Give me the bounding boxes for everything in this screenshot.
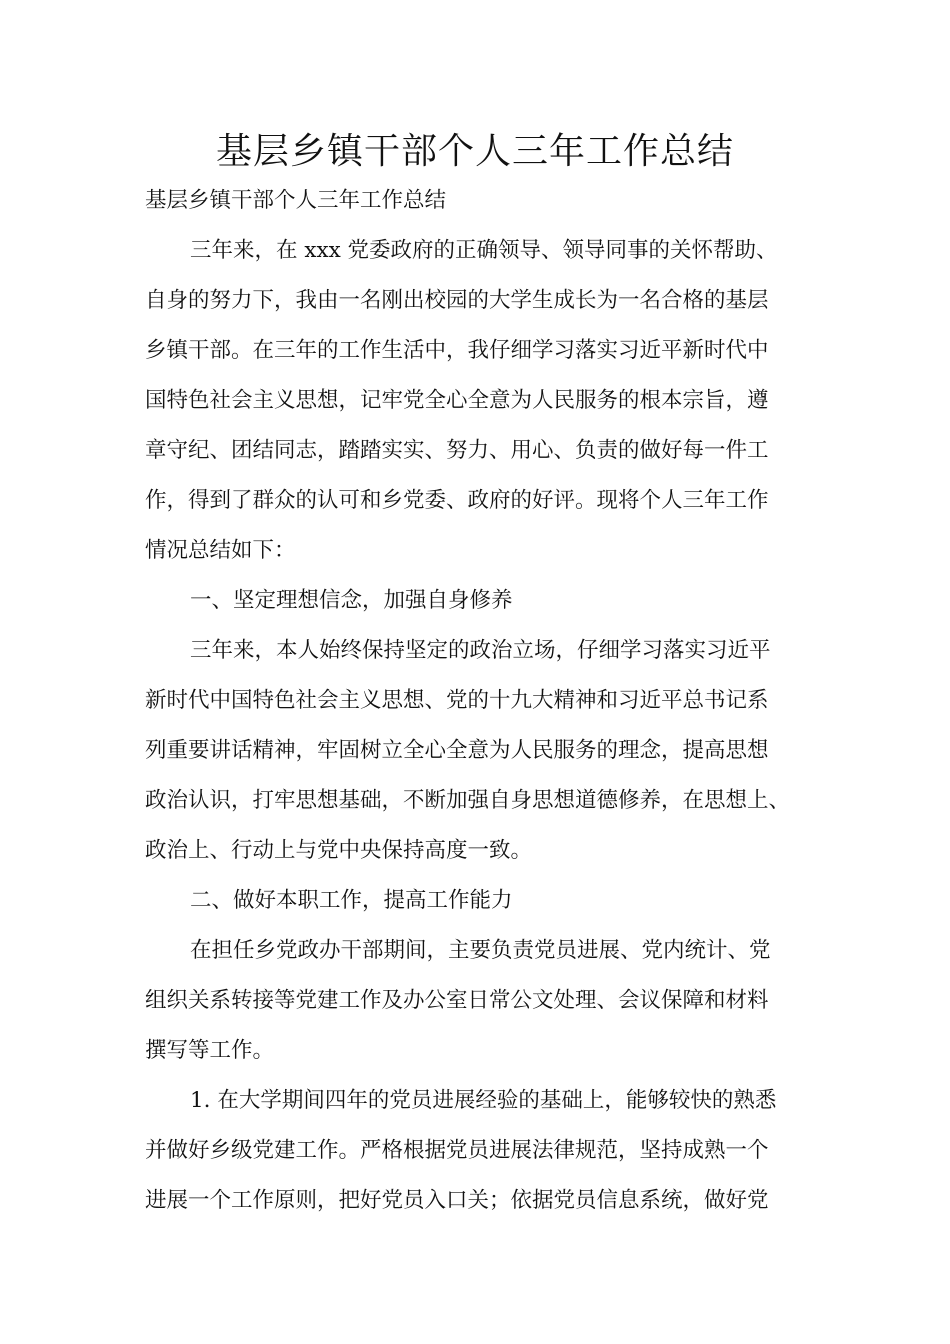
paragraph-line: 情况总结如下：	[145, 538, 296, 563]
document-subtitle: 基层乡镇干部个人三年工作总结	[145, 188, 447, 213]
paragraph-line: 新时代中国特色社会主义思想、党的十九大精神和习近平总书记系	[145, 688, 769, 713]
document-title: 基层乡镇干部个人三年工作总结	[215, 131, 734, 172]
paragraph-line: 撰写等工作。	[145, 1038, 275, 1063]
paragraph-line: 政治上、行动上与党中央保持高度一致。	[145, 838, 533, 863]
section-heading: 二、做好本职工作，提高工作能力	[190, 888, 513, 913]
paragraph-line: 章守纪、团结同志，踏踏实实、努力、用心、负责的做好每一件工	[145, 438, 769, 463]
section-heading: 一、坚定理想信念，加强自身修养	[190, 588, 513, 613]
paragraph-line: 进展一个工作原则，把好党员入口关；依据党员信息系统，做好党	[145, 1188, 769, 1213]
paragraph-line: 政治认识，打牢思想基础，不断加强自身思想道德修养，在思想上、	[145, 788, 791, 813]
document-body	[145, 176, 815, 1226]
paragraph-line: 组织关系转接等党建工作及办公室日常公文处理、会议保障和材料	[145, 988, 769, 1013]
paragraph-line: 1. 在大学期间四年的党员进展经验的基础上，能够较快的熟悉	[190, 1088, 777, 1113]
paragraph-line: 作，得到了群众的认可和乡党委、政府的好评。现将个人三年工作	[145, 488, 769, 513]
paragraph-line: 在担任乡党政办干部期间，主要负责党员进展、党内统计、党	[190, 938, 771, 963]
paragraph-line: 三年来，本人始终保持坚定的政治立场，仔细学习落实习近平	[190, 638, 771, 663]
paragraph-line: 自身的努力下，我由一名刚出校园的大学生成长为一名合格的基层	[145, 288, 769, 313]
paragraph-line: 并做好乡级党建工作。严格根据党员进展法律规范，坚持成熟一个	[145, 1138, 769, 1163]
paragraph-line: 乡镇干部。在三年的工作生活中，我仔细学习落实习近平新时代中	[145, 338, 769, 363]
paragraph-line: 列重要讲话精神，牢固树立全心全意为人民服务的理念，提高思想	[145, 738, 769, 763]
paragraph-line: 三年来，在 xxx 党委政府的正确领导、领导同事的关怀帮助、	[190, 238, 778, 263]
paragraph-line: 国特色社会主义思想，记牢党全心全意为人民服务的根本宗旨，遵	[145, 388, 769, 413]
